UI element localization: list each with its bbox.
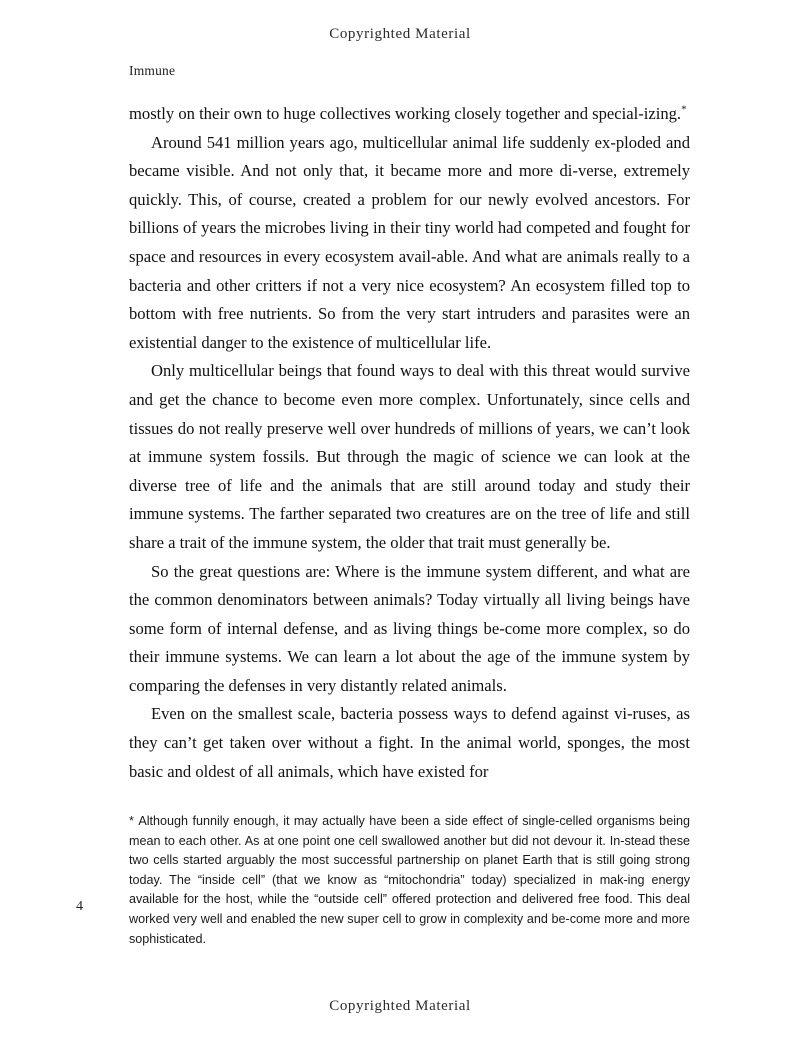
footnote-block bbox=[129, 812, 690, 949]
paragraph-text: mostly on their own to huge collectives working closely together and special-izing. bbox=[129, 104, 682, 123]
paragraph: So the great questions are: Where is the immune system different, and what are the common denominators between animals? Today virtually all living beings have some form of internal defense, and as living things be-come more complex, so do their immune systems. We can learn a lot about the age of the immune system by comparing the defenses in very distantly related animals. bbox=[129, 561, 690, 695]
paragraph: Even on the smallest scale, bacteria possess ways to defend against vi-ruses, as they can’t get taken over without a fight. In the animal world, sponges, the most basic and oldest of all animals, which have existed for bbox=[129, 704, 690, 781]
paragraph: Only multicellular beings that found ways to deal with this threat would survive and get the chance to become even more complex. Unfortunately, since cells and tissues do not really preserve well over hundreds of millions of years, we can’t look at immune system fossils. But through the magic of science we can look at the diverse tree of life and the animals that are still around today and study their immune systems. The farther separated two creatures are on the tree of life and still share a trait of the immune system, the older that trait must generally be. bbox=[129, 361, 690, 552]
copyright-watermark-bottom: Copyrighted Material bbox=[329, 998, 471, 1014]
paragraph: Around 541 million years ago, multicellular animal life suddenly ex-ploded and became visible. And not only that, it became more and more di-verse, extremely quickly. This, of course, created a problem for our newly evolved ancestors. For billions of years the microbes living in their tiny world had competed and fought for space and resources in every ecosystem avail-able. And what are animals really to a bacteria and other critters if not a very nice ecosystem? An ecosystem filled top to bottom with free nutrients. So from the very start intruders and parasites were an existential danger to the existence of multicellular life. bbox=[129, 132, 690, 352]
page-number: 4 bbox=[76, 899, 83, 914]
running-head-title: Immune bbox=[129, 63, 176, 78]
copyright-watermark-top: Copyrighted Material bbox=[329, 26, 471, 42]
page-body-text bbox=[129, 100, 690, 786]
footnote-reference-marker: * bbox=[681, 103, 687, 116]
footnote-text: Although funnily enough, it may actually have been a side effect of single-celled organisms being mean to each other. As at one point one cell swallowed another but did not devour it. In-stead these two cells started arguably the most successful partnership on planet Earth that is still going strong today. The “inside cell” (that we know as “mitochondria” today) specialized in mak-ing energy available for the host, while the “outside cell” offered protection and delivered free food. This deal worked very well and enabled the new super cell to grow in complexity and be-come more and more sophisticated. bbox=[129, 814, 690, 946]
paragraph-continuation bbox=[129, 100, 690, 129]
footnote-marker: * bbox=[129, 814, 134, 828]
